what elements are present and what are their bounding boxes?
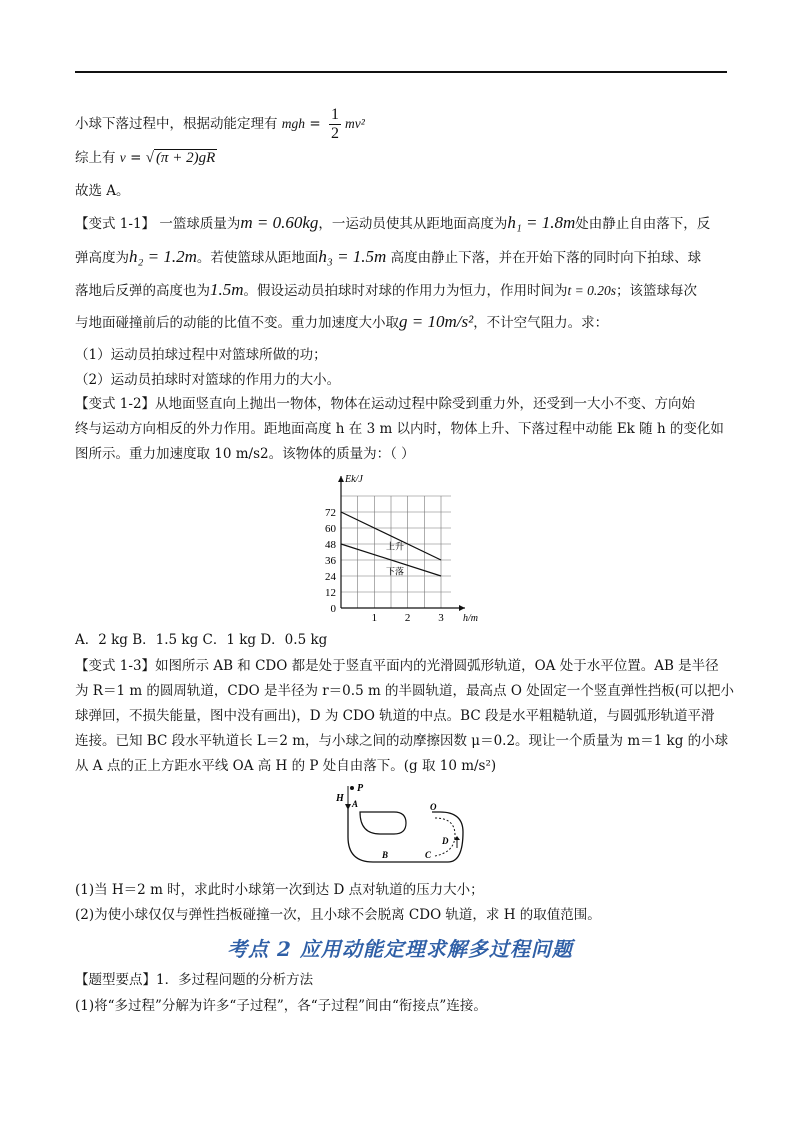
label-b: B	[382, 850, 389, 860]
question-1: （1）运动员拍球过程中对篮球所做的功；	[75, 347, 327, 363]
x-tick-label: 3	[438, 612, 444, 622]
variant-1-1-line4: 与地面碰撞前后的动能的比值不变。重力加速度大小取g = 10m/s²，不计空气阻力。求：	[75, 312, 609, 331]
variant-1-2-line1: 【变式 1-2】从地面竖直向上抛出一物体，物体在运动过程中除受到重力外，还受到一大小不变、方向始	[75, 396, 696, 412]
x-tick-label: 1	[371, 612, 378, 622]
y-tick-label: 12	[325, 587, 336, 599]
variant-1-3-line3: 球弹回，不损失能量，图中没有画出)，D 为 CDO 轨道的中点。BC 段是水平粗糙轨道，与圆弧形轨道平滑	[75, 708, 715, 724]
label-a: A	[352, 799, 359, 809]
x-axis-label: h/m	[463, 613, 478, 622]
variant-1-3-line1: 【变式 1-3】如图所示 AB 和 CDO 都是处于竖直平面内的光滑圆弧形轨道，OA 处于水平位置。AB 是半径	[75, 658, 719, 674]
label-h: H	[336, 793, 344, 804]
fraction-half: $\frac{1}{2}$	[330, 106, 339, 142]
label-p: P	[357, 783, 364, 794]
line-answer: 故选 A。	[75, 183, 130, 199]
label-c: C	[425, 850, 432, 860]
section-heading: 考点 2 应用动能定理求解多过程问题	[227, 937, 573, 961]
inner-semicircle	[360, 812, 406, 834]
y-tick-label: 36	[325, 555, 336, 567]
x-axis-arrow	[459, 605, 465, 611]
variant-1-2-line3: 图所示。重力加速度取 10 m/s2。该物体的质量为：（ ）	[75, 446, 415, 462]
line-result-v: 综上有 v = √ (π + 2)gR	[75, 150, 216, 166]
sqrt-expression: √ (π + 2)gR	[145, 150, 216, 166]
y-tick-label: 24	[325, 571, 336, 583]
question-2: （2）运动员拍球时对篮球的作用力的大小。	[75, 372, 341, 388]
variant-1-3-line2: 为 R＝1 m 的圆周轨道，CDO 是半径为 r＝0.5 m 的半圆轨道，最高点 O 处固定一个竖直弹性挡板(可以把小	[75, 683, 734, 699]
variant-1-1-line3: 落地后反弹的高度也为1.5m。假设运动员拍球时对球的作用力为恒力，作用时间为t = 0.20s；该篮球每次	[75, 280, 698, 299]
variant-1-3-line5: 从 A 点的正上方距水平线 OA 高 H 的 P 处自由落下。(g 取 10 m/s²)	[75, 758, 497, 774]
y-tick-label: 72	[325, 507, 336, 519]
series-label: 下落	[386, 566, 405, 577]
height-arrow-head	[345, 804, 351, 810]
ball-p	[350, 786, 354, 790]
y-tick-label: 60	[325, 523, 336, 535]
variant-1-1-line2: 弹高度为h₂ = 1.2m。若使篮球从距地面h₃ = 1.5m 高度由静止下落，并在开始下落的同时向下拍球、球	[75, 247, 702, 266]
x-tick-label: 2	[404, 612, 411, 622]
variant-1-3-line4: 连接。已知 BC 段水平轨道长 L＝2 m，与小球之间的动摩擦因数 μ＝0.2。现让一个质量为 m＝1 kg 的小球	[75, 733, 729, 749]
series-label: 上升	[386, 541, 405, 552]
variant-1-1-line1: 【变式 1-1】 一篮球质量为m = 0.60kg，一运动员使其从距地面高度为h₁ = 1.8m处由静止自由落下，反	[75, 213, 711, 232]
y-axis-arrow	[338, 476, 344, 482]
variant-1-3-question-2: (2)为使小球仅仅与弹性挡板碰撞一次，且小球不会脱离 CDO 轨道，求 H 的取值范围。	[75, 907, 601, 923]
label-d: D	[442, 836, 449, 846]
ek-h-chart	[305, 470, 485, 622]
key-points-line2: (1)将“多过程”分解为许多“子过程”，各“子过程”间由“衔接点”连接。	[75, 998, 487, 1014]
label-o: O	[430, 802, 437, 812]
y-tick-label: 0	[330, 603, 336, 615]
y-tick-label: 48	[325, 539, 336, 551]
variant-1-2-line2: 终与运动方向相反的外力作用。距地面高度 h 在 3 m 以内时，物体上升、下落过程中动能 Ek 随 h 的变化如	[75, 421, 724, 437]
line-kinetic-theorem: 小球下落过程中，根据动能定理有 mgh = $\frac{1}{2}$ mv²	[75, 106, 365, 142]
y-axis-label: Ek/J	[345, 474, 363, 485]
answer-options: A．2 kg B．1.5 kg C．1 kg D．0.5 kg	[75, 632, 328, 648]
header-rule	[75, 71, 727, 73]
track-diagram	[330, 782, 470, 872]
variant-1-3-question-1: (1)当 H＝2 m 时，求此时小球第一次到达 D 点对轨道的压力大小；	[75, 882, 484, 898]
key-points-line1: 【题型要点】1．多过程问题的分析方法	[75, 972, 314, 988]
